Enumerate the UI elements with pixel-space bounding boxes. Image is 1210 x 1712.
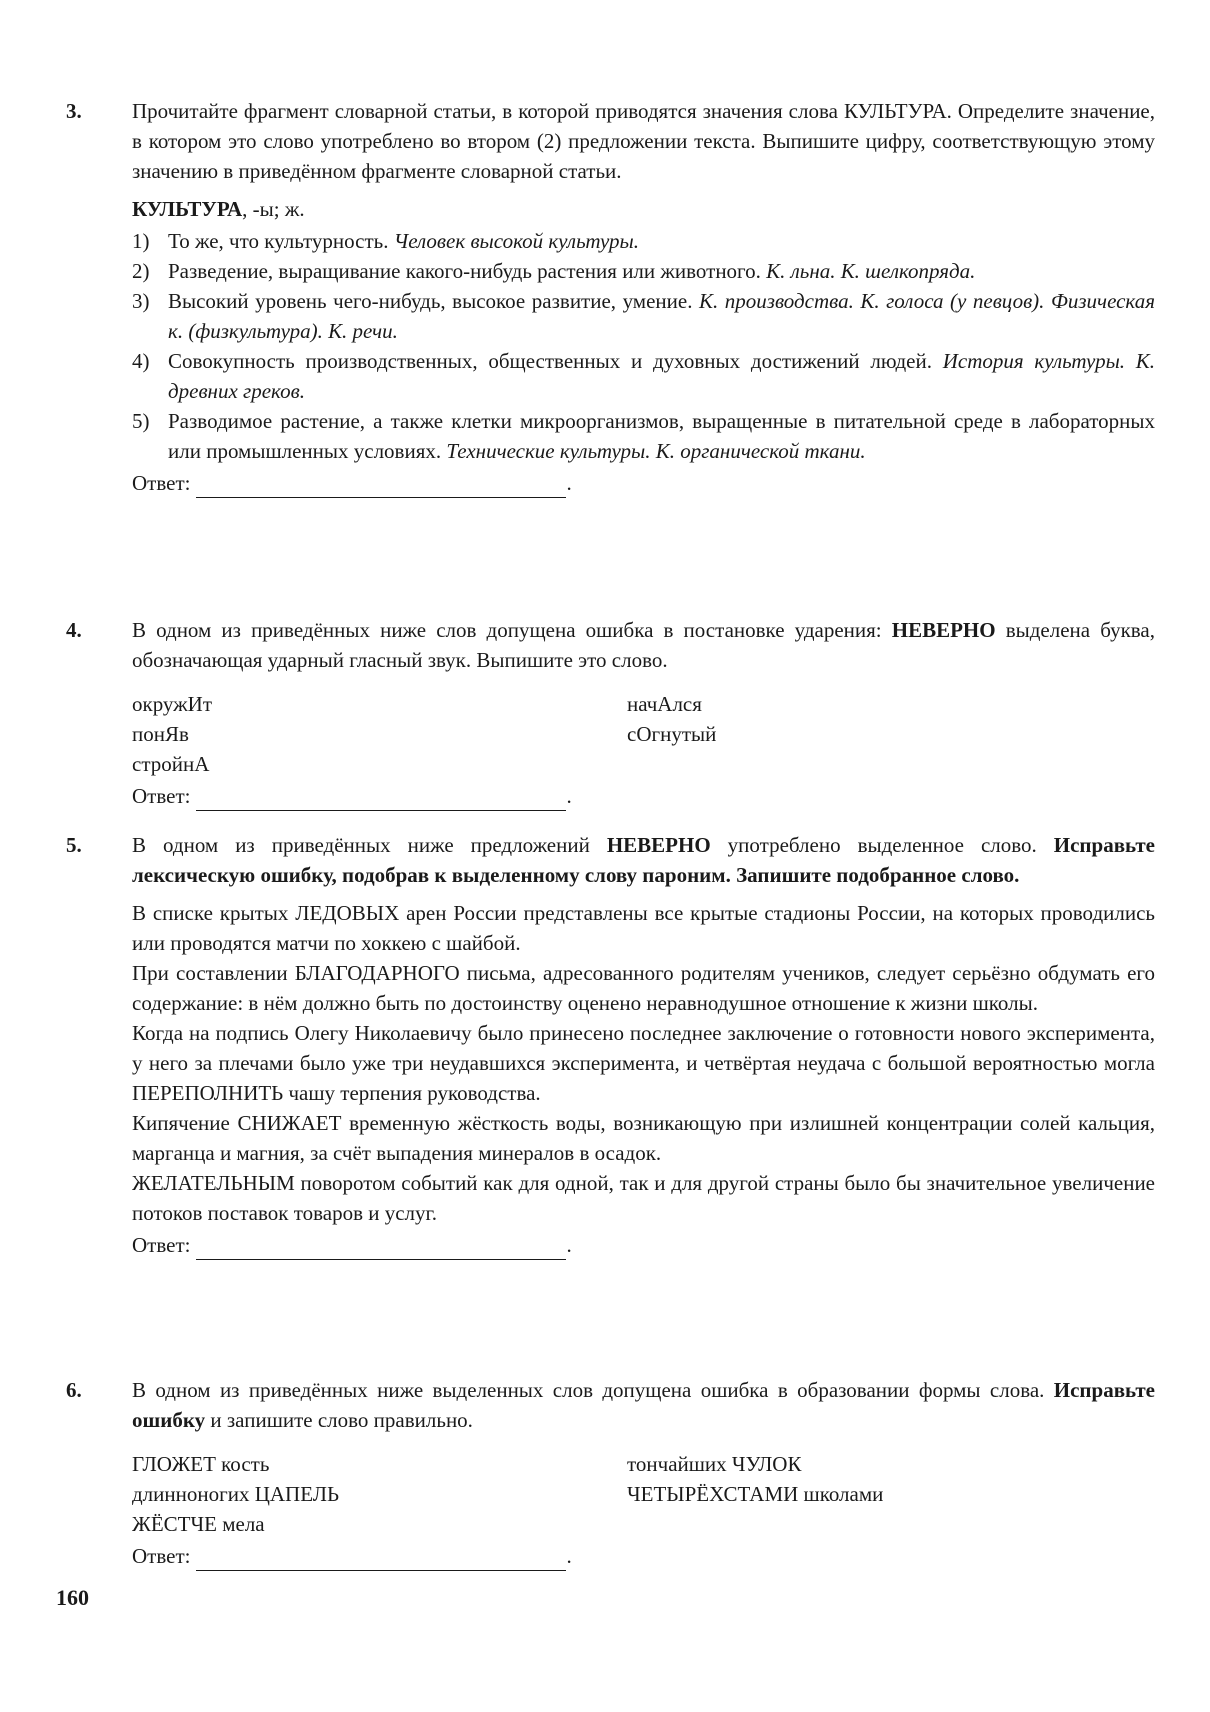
definition-item: 4) Совокупность производственных, общественных и духовных достижений людей. История культуры. К. древних греков. xyxy=(132,349,1155,403)
definition-item: 2) Разведение, выращивание какого-нибудь растения или животного. К. льна. К. шелкопряда. xyxy=(132,259,976,283)
task-instruction: В одном из приведённых ниже предложений НЕВЕРНО употреблено выделенное слово. Исправьте лексическую ошибку, подобрав к выделенному слову пароним. Запишите подобранное слово. xyxy=(132,833,1155,887)
sentence-item: Когда на подпись Олегу Николаевичу было принесено последнее заключение о готовности нового эксперимента, у него за плечами было уже три неудавшихся эксперимента, и четвёртая неудача с большой вероятностью могла ПЕРЕПОЛНИТЬ чашу терпения руководства. xyxy=(132,1021,1155,1105)
sentence-item: При составлении БЛАГОДАРНОГО письма, адресованного родителям учеников, следует серьёзно обдумать его содержание: в нём должно быть по достоинству оценено неравнодушное отношение к жизни школы. xyxy=(132,961,1155,1015)
word-option: длинноногих ЦАПЕЛЬ xyxy=(132,1482,340,1506)
word-column-right xyxy=(627,689,1027,779)
task-number: 4. xyxy=(66,618,82,642)
answer-field[interactable]: Ответ: . xyxy=(132,1230,1155,1260)
word-option: сОгнутый xyxy=(627,722,717,746)
word-option: понЯв xyxy=(132,722,189,746)
answer-line[interactable] xyxy=(196,1237,566,1260)
word-column-left xyxy=(132,689,627,779)
task-5 xyxy=(60,830,1155,1260)
task-4 xyxy=(60,615,1155,811)
task-instruction: Прочитайте фрагмент словарной статьи, в которой приводятся значения слова КУЛЬТУРА. Определите значение, в котором это слово употреблено во втором (2) предложении текста. Выпишите цифру, соответствующую этому значению в приведённом фрагменте словарной статьи. xyxy=(132,99,1155,183)
word-option: ЖЁСТЧЕ мела xyxy=(132,1512,265,1536)
task-instruction: В одном из приведённых ниже выделенных слов допущена ошибка в образовании формы слова. Исправьте ошибку и запишите слово правильно. xyxy=(132,1378,1155,1432)
word-option: стройнА xyxy=(132,752,210,776)
task-6 xyxy=(60,1375,1155,1571)
word-options xyxy=(132,1449,1155,1539)
word-column-right xyxy=(627,1449,1027,1539)
task-number: 5. xyxy=(66,833,82,857)
word-option: ЧЕТЫРЁХСТАМИ школами xyxy=(627,1482,884,1506)
word-option: ГЛОЖЕТ кость xyxy=(132,1452,270,1476)
word-options xyxy=(132,689,1155,779)
answer-field[interactable]: Ответ: . xyxy=(132,1541,1155,1571)
definition-item: 3) Высокий уровень чего-нибудь, высокое развитие, умение. К. производства. К. голоса (у певцов). Физическая к. (физкультура). К. речи. xyxy=(132,289,1155,343)
definition-list xyxy=(132,226,1155,466)
answer-field[interactable]: Ответ: . xyxy=(132,781,1155,811)
sentence-item: ЖЕЛАТЕЛЬНЫМ поворотом событий как для одной, так и для другой страны было бы значительное увеличение потоков поставок товаров и услуг. xyxy=(132,1171,1155,1225)
answer-line[interactable] xyxy=(196,788,566,811)
sentence-item: В списке крытых ЛЕДОВЫХ арен России представлены все крытые стадионы России, на которых проводились или проводятся матчи по хоккею с шайбой. xyxy=(132,901,1155,955)
page-number: 160 xyxy=(56,1585,89,1610)
word-column-left xyxy=(132,1449,627,1539)
definition-item: 1) То же, что культурность. Человек высокой культуры. xyxy=(132,229,640,253)
sentence-list xyxy=(132,898,1155,1228)
task-instruction: В одном из приведённых ниже слов допущена ошибка в постановке ударения: НЕВЕРНО выделена буква, обозначающая ударный гласный звук. Выпишите это слово. xyxy=(132,618,1155,672)
word-option: начАлся xyxy=(627,692,702,716)
answer-field[interactable]: Ответ: . xyxy=(132,468,1155,498)
word-option: тончайших ЧУЛОК xyxy=(627,1452,802,1476)
task-number: 6. xyxy=(66,1378,82,1402)
sentence-item: Кипячение СНИЖАЕТ временную жёсткость воды, возникающую при излишней концентрации солей кальция, марганца и магния, за счёт выпадения минералов в осадок. xyxy=(132,1111,1155,1165)
answer-line[interactable] xyxy=(196,1548,566,1571)
word-option: окружИт xyxy=(132,692,213,716)
definition-item: 5) Разводимое растение, а также клетки микроорганизмов, выращенные в питательной среде в лабораторных или промышленных условиях. Технические культуры. К. органической ткани. xyxy=(132,409,1155,463)
answer-line[interactable] xyxy=(196,475,566,498)
dictionary-headword: КУЛЬТУРА, -ы; ж. xyxy=(132,197,305,221)
task-number: 3. xyxy=(66,99,82,123)
task-3 xyxy=(60,96,1155,498)
